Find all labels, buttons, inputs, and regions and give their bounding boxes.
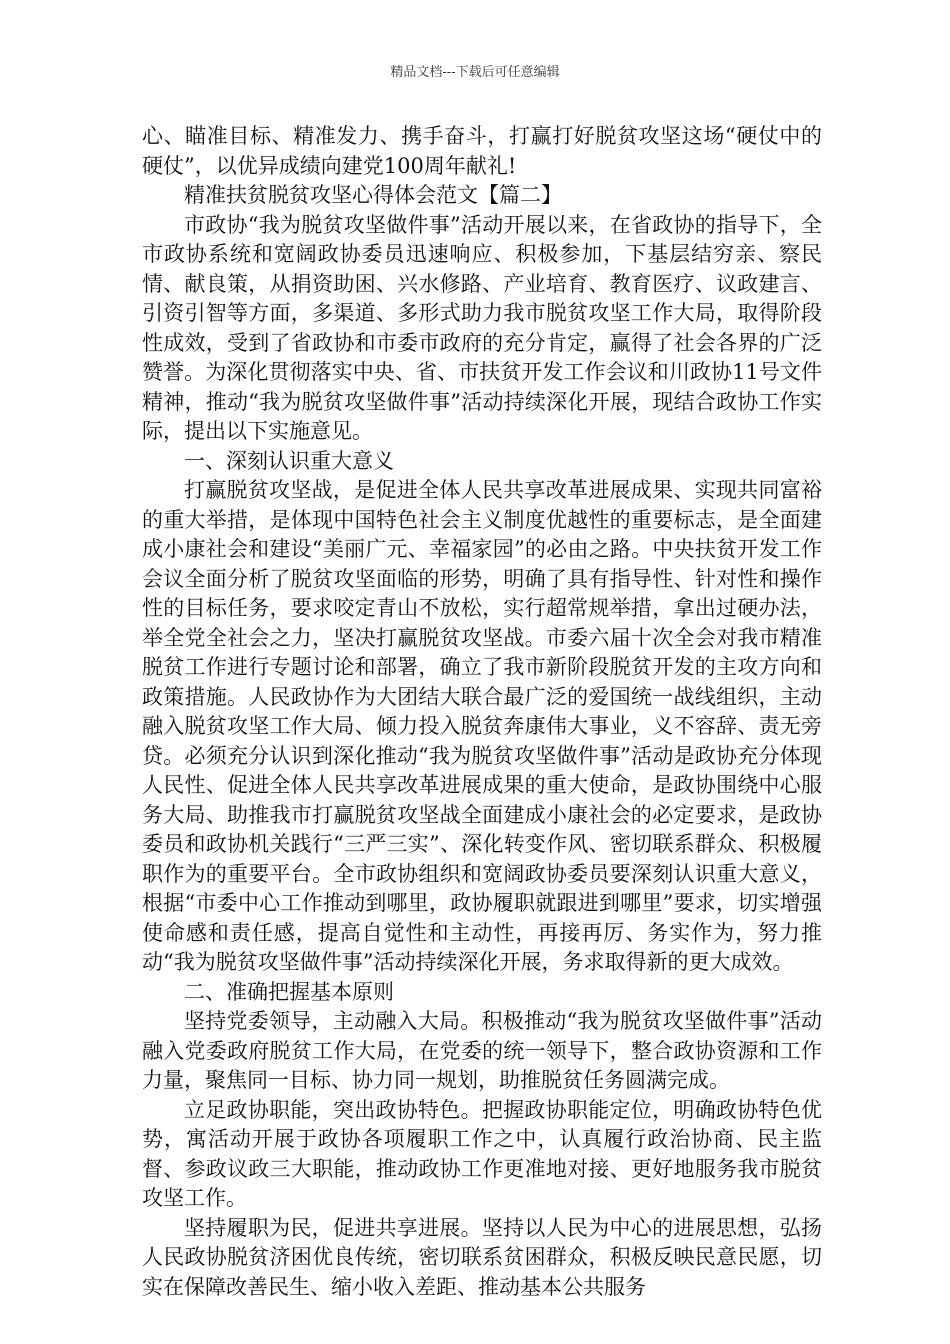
heading-significance: 一、深刻认识重大意义: [184, 448, 394, 473]
document-body: [142, 122, 822, 1302]
page-header: 精品文档---下载后可任意编辑: [390, 65, 560, 80]
paragraph-principle-2: 立足政协职能，突出政协特色。把握政协职能定位，明确政协特色优势，寓活动开展于政协各项履职工作之中，认真履行政治协商、民主监督、参政议政三大职能，推动政协工作更准地对接、更好地服务我市脱贫攻坚工作。: [142, 1097, 822, 1210]
paragraph-significance: 打赢脱贫攻坚战，是促进全体人民共享改革进展成果、实现共同富裕的重大举措，是体现中国特色社会主义制度优越性的重要标志，是全面建成小康社会和建设“美丽广元、幸福家园”的必由之路。中央扶贫开发工作会议全面分析了脱贫攻坚面临的形势，明确了具有指导性、针对性和操作性的目标任务，要求咬定青山不放松，实行超常规举措，拿出过硬办法，举全党全社会之力，坚决打赢脱贫攻坚战。市委六届十次全会对我市精准脱贫工作进行专题讨论和部署，确立了我市新阶段脱贫开发的主攻方向和政策措施。人民政协作为大团结大联合最广泛的爱国统一战线组织，主动融入脱贫攻坚工作大局、倾力投入脱贫奔康伟大事业，义不容辞、责无旁贷。必须充分认识到深化推动“我为脱贫攻坚做件事”活动是政协充分体现人民性、促进全体人民共享改革进展成果的重大使命，是政协围绕中心服务大局、助推我市打赢脱贫攻坚战全面建成小康社会的必定要求，是政协委员和政协机关践行“三严三实”、深化转变作风、密切联系群众、积极履职作为的重要平台。全市政协组织和宽阔政协委员要深刻认识重大意义，根据“市委中心工作推动到哪里，政协履职就跟进到哪里”要求，切实增强使命感和责任感，提高自觉性和主动性，再接再厉、务实作为，努力推动“我为脱贫攻坚做件事”活动持续深化开展，务求取得新的更大成效。: [142, 478, 822, 974]
paragraph-intro: 市政协“我为脱贫攻坚做件事”活动开展以来，在省政协的指导下，全市政协系统和宽阔政协委员迅速响应、积极参加，下基层结穷亲、察民情、献良策，从捐资助困、兴水修路、产业培育、教育医疗、议政建言、引资引智等方面，多渠道、多形式助力我市脱贫攻坚工作大局，取得阶段性成效，受到了省政协和市委市政府的充分肯定，赢得了社会各界的广泛赞誉。为深化贯彻落实中央、省、市扶贫开发工作会议和川政协11号文件精神，推动“我为脱贫攻坚做件事”活动持续深化开展，现结合政协工作实际，提出以下实施意见。: [142, 212, 822, 443]
paragraph-continuation: 心、瞄准目标、精准发力、携手奋斗，打赢打好脱贫攻坚这场“硬仗中的硬仗”，以优异成绩向建党100周年献礼!: [142, 124, 822, 178]
section-title: 精准扶贫脱贫攻坚心得体会范文【篇二】: [184, 183, 562, 207]
heading-principles: 二、准确把握基本原则: [184, 979, 394, 1004]
paragraph-principle-1: 坚持党委领导，主动融入大局。积极推动“我为脱贫攻坚做件事”活动融入党委政府脱贫工作大局，在党委的统一领导下，整合政协资源和工作力量，聚焦同一目标、协力同一规划，助推脱贫任务圆满完成。: [142, 1009, 822, 1092]
paragraph-principle-3: 坚持履职为民，促进共享进展。坚持以人民为中心的进展思想，弘扬人民政协脱贫济困优良传统，密切联系贫困群众，积极反映民意民愿，切实在保障改善民生、缩小收入差距、推动基本公共服务: [142, 1215, 822, 1299]
